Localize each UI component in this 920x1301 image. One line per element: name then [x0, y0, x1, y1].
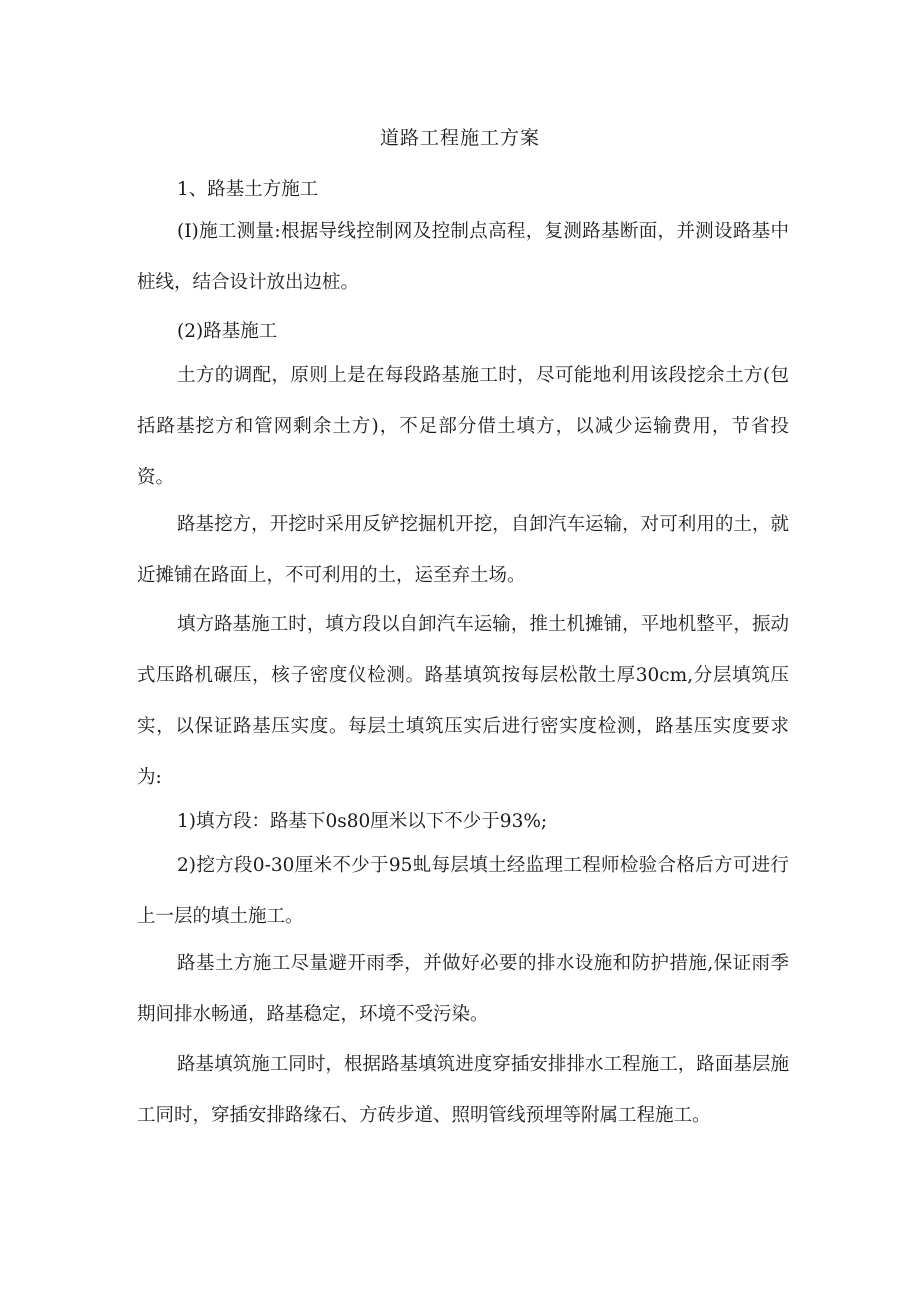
paragraph-construction-survey: (I)施工测量:根据导线控制网及控制点高程，复测路基断面，并测设路基中桩线，结合设计放出边桩。	[137, 221, 789, 293]
subsection-heading-subgrade-construction: (2)路基施工	[177, 321, 278, 342]
paragraph-concurrent-works: 路基填筑施工同时，根据路基填筑进度穿插安排排水工程施工，路面基层施工同时，穿插安排路缘石、方砖步道、照明管线预埋等附属工程施工。	[137, 1054, 789, 1126]
document-title: 道路工程施工方案	[379, 127, 540, 149]
paragraph-earthwork-allocation: 土方的调配，原则上是在每段路基施工时，尽可能地利用该段挖余土方(包括路基挖方和管网剩余土方)，不足部分借土填方，以减少运输费用，节省投资。	[137, 365, 789, 488]
list-item-cut-section: 2)挖方段0-30厘米不少于95虬每层填土经监理工程师检验合格后方可进行上一层的填土施工。	[137, 855, 789, 927]
list-item-fill-section: 1)填方段：路基下0s80厘米以下不少于93%;	[177, 811, 548, 832]
paragraph-rainy-season: 路基土方施工尽量避开雨季，并做好必要的排水设施和防护措施,保证雨季期间排水畅通，路基稳定，环境不受污染。	[137, 953, 789, 1025]
paragraph-fill-subgrade: 填方路基施工时，填方段以自卸汽车运输，推土机摊铺，平地机整平，振动式压路机碾压，核子密度仪检测。路基填筑按每层松散土厚30cm,分层填筑压实，以保证路基压实度。每层土填筑压实后进行密实度检测，路基压实度要求为:	[137, 614, 789, 788]
paragraph-subgrade-excavation: 路基挖方，开挖时采用反铲挖掘机开挖，自卸汽车运输，对可利用的土，就近摊铺在路面上，不可利用的土，运至弃土场。	[137, 514, 789, 586]
section-heading-subgrade-earthwork: 1、路基土方施工	[177, 179, 319, 200]
